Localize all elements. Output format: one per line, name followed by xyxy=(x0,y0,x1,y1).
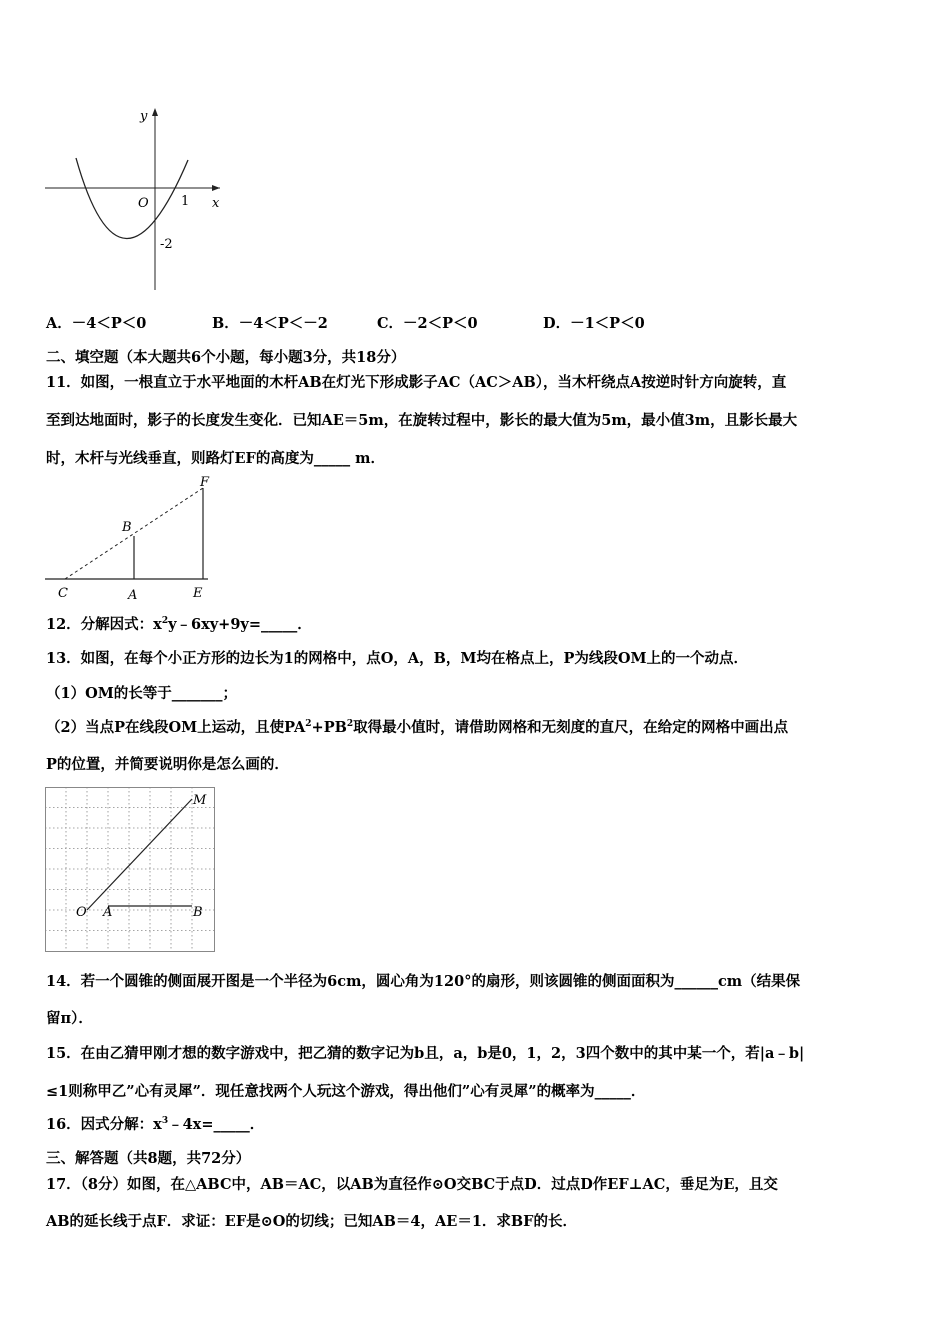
q13-line3-c: 取得最小值时，请借助网格和无刻度的直尺，在给定的网格中画出点 xyxy=(353,719,789,736)
option-a: A．－4＜P＜0 xyxy=(46,315,147,332)
point-m-label: M xyxy=(193,793,207,808)
q13-sup2: 2 xyxy=(346,719,354,730)
x-axis-label: x xyxy=(212,196,220,211)
q13-line1: 13．如图，在每个小正方形的边长为1的网格中，点O，A，B，M均在格点上，P为线段OM上的一个动点． xyxy=(46,650,749,667)
grid-border xyxy=(46,788,215,952)
q15-line1: 15．在由乙猜甲刚才想的数字游戏中，把乙猜的数字记为b且，a，b是0，1，2，3四个数中的其中某一个，若|a﹣b| xyxy=(46,1045,805,1062)
point-a-label: A xyxy=(103,905,113,920)
q13-line3-b: +PB xyxy=(311,719,347,736)
x-axis-arrow xyxy=(212,185,220,191)
q11-line3: 时，木杆与光线垂直，则路灯EF的高度为_____ m． xyxy=(46,450,385,467)
point-a-label: A xyxy=(128,588,138,603)
point-o-label: O xyxy=(76,905,87,920)
parabola-curve xyxy=(76,158,188,239)
q13-line3 xyxy=(46,716,788,737)
q14-line2: 留π）． xyxy=(46,1010,93,1027)
point-b-label: B xyxy=(193,905,203,920)
point-b-label: B xyxy=(122,520,132,535)
q11-line1: 11．如图，一根直立于水平地面的木杆AB在灯光下形成影子AC（AC＞AB），当木杆绕点A按逆时针方向旋转，直 xyxy=(46,374,787,391)
q13-line3-a: （2）当点P在线段OM上运动，且使PA xyxy=(46,719,306,736)
q15-line2: ≤1则称甲乙”心有灵犀”．现任意找两个人玩这个游戏，得出他们”心有灵犀”的概率为_____． xyxy=(46,1083,646,1100)
y-tick-label: -2 xyxy=(160,237,173,252)
shadow-figure xyxy=(40,472,230,604)
option-c: C．－2＜P＜0 xyxy=(377,315,478,332)
grid-lines xyxy=(45,787,215,952)
q13-line2: （1）OM的长等于_______； xyxy=(46,685,238,702)
point-c-label: C xyxy=(58,586,68,601)
q16 xyxy=(46,1113,264,1134)
q17-line2: AB的延长线于点F．求证：EF是⊙O的切线；已知AB＝4，AE＝1．求BF的长． xyxy=(46,1213,577,1230)
q12-sup: 2 xyxy=(161,616,169,627)
q12-suffix: y﹣6xy+9y=_____． xyxy=(168,616,312,633)
section2-title: 二、填空题（本大题共6个小题，每小题3分，共18分） xyxy=(46,349,406,366)
segment-om xyxy=(87,799,192,910)
q13-line4: P的位置，并简要说明你是怎么画的． xyxy=(46,756,289,773)
point-e-label: E xyxy=(193,586,203,601)
q16-suffix: ﹣4x=_____． xyxy=(168,1116,265,1133)
q16-sup: 3 xyxy=(161,1116,169,1127)
q12 xyxy=(46,613,312,634)
x-tick-label: 1 xyxy=(181,194,190,209)
y-axis-label: y xyxy=(140,109,148,124)
grid-figure xyxy=(45,787,217,954)
origin-label: O xyxy=(138,196,149,211)
option-b: B．－4＜P＜－2 xyxy=(212,315,328,332)
point-f-label: F xyxy=(200,475,210,490)
parabola-figure xyxy=(40,100,240,300)
q17-line1: 17．（8分）如图，在△ABC中，AB＝AC，以AB为直径作⊙O交BC于点D．过点D作EF⊥AC，垂足为E，且交 xyxy=(46,1176,778,1193)
q16-prefix: 16．因式分解：x xyxy=(46,1116,162,1133)
q13-sup1: 2 xyxy=(305,719,312,730)
q14-line1: 14．若一个圆锥的侧面展开图是一个半径为6cm，圆心角为120°的扇形，则该圆锥的侧面面积为______cm（结果保 xyxy=(46,973,801,990)
section3-title: 三、解答题（共8题，共72分） xyxy=(46,1150,251,1167)
q11-line2: 至到达地面时，影子的长度发生变化．已知AE＝5m，在旋转过程中，影长的最大值为5m，最小值3m，且影长最大 xyxy=(46,412,798,429)
y-axis-arrow xyxy=(152,108,158,116)
q12-prefix: 12．分解因式：x xyxy=(46,616,162,633)
option-d: D．－1＜P＜0 xyxy=(543,315,645,332)
